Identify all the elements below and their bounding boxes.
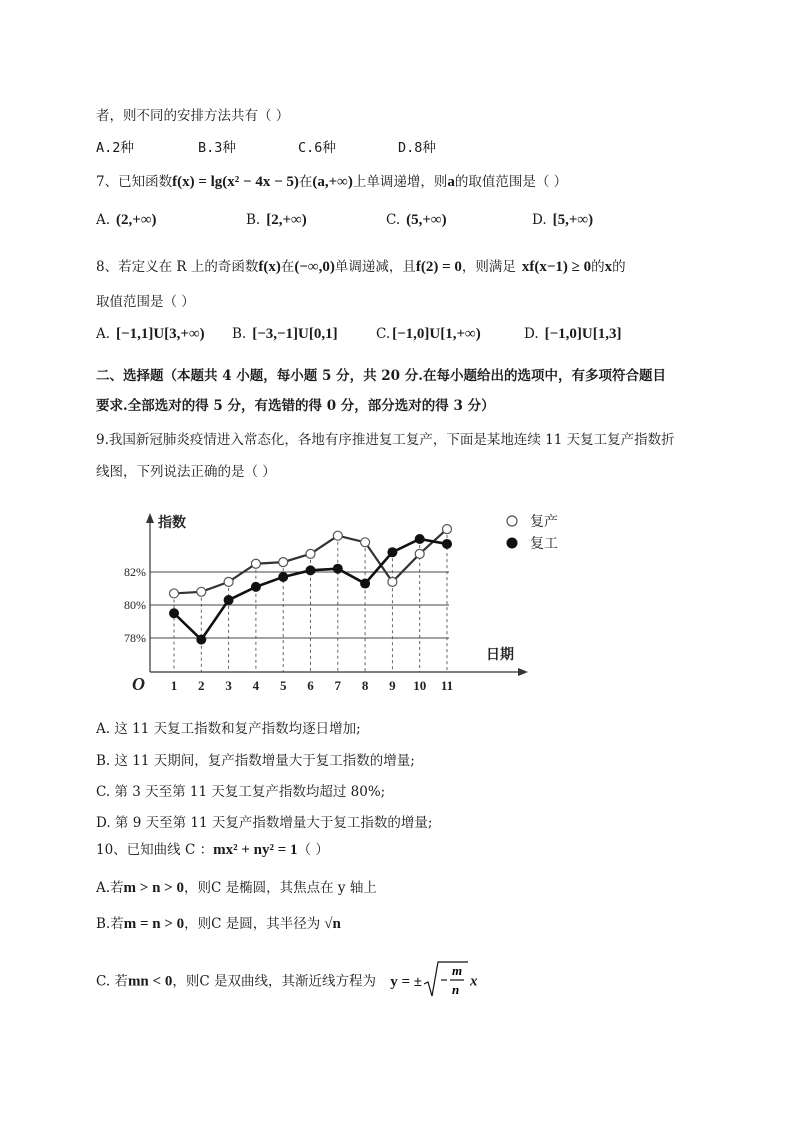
data-point-work [169,608,179,618]
q7-stem: 7、已知函数f(x) = lg(x² − 4x − 5)在(a,+∞)上单调递增，则a的取值范围是（ ） [96,174,568,190]
svg-text:m: m [452,963,463,978]
data-point-work [224,595,234,605]
y-tick-label: 80% [124,598,146,612]
q7-function: f(x) = lg(x² − 4x − 5) [172,174,299,190]
data-point-production [306,549,315,558]
q8-stem-line2: 取值范围是（ ） [96,294,195,310]
q10-stem: 10、已知曲线 C ：mx² + ny² = 1（ ） [96,842,329,858]
x-axis-arrow-icon [518,668,528,676]
q6-stem-tail: 者，则不同的安排方法共有（ ） [96,108,290,124]
data-point-production [197,587,206,596]
q6-option-a: A.2种 [96,140,134,156]
data-point-production [251,559,260,568]
y-tick-label: 82% [124,565,146,579]
q7-option-d: D. [5,+∞) [532,212,594,228]
legend-label-production: 复产 [530,514,558,530]
q10-option-c: C. 若mn < 0，则C 是双曲线，其渐近线方程为 y = ± m n x [96,962,478,1002]
section2-heading-line2: 要求.全部选对的得 5 分，有选错的得 0 分，部分选对的得 3 分） [96,398,495,414]
x-tick-label: 10 [413,678,427,693]
q10-equation: mx² + ny² = 1 [213,842,298,858]
x-tick-label: 6 [307,678,314,693]
data-point-work [442,539,452,549]
x-tick-label: 4 [252,678,260,693]
section2-heading-line1: 二、选择题（本题共 4 小题，每小题 5 分，共 20 分.在每小题给出的选项中，有多项符合题目 [96,368,666,384]
data-point-work [387,547,397,557]
data-point-production [415,549,424,558]
data-point-production [279,558,288,567]
q8-option-a: A. [−1,1]U[3,+∞) [96,326,205,342]
data-point-work [251,582,261,592]
q10-option-b: B.若m = n > 0，则C 是圆，其半径为 √n [96,916,341,932]
svg-text:n: n [452,982,460,997]
data-point-production [170,589,179,598]
data-point-production [224,577,233,586]
legend-hollow-marker [507,516,517,526]
x-tick-label: 2 [198,678,205,693]
x-tick-label: 8 [361,678,369,693]
data-point-work [278,572,288,582]
q9-option-c: C. 第 3 天至第 11 天复工复产指数均超过 80%; [96,784,386,800]
q8-option-c: C. [−1,0]U[1,+∞) [376,326,481,342]
asymptote-sqrt [422,960,470,1000]
chart-legend [507,513,559,552]
x-axis-label: 日期 [486,648,514,663]
x-tick-label: 5 [279,678,287,693]
q6-option-d: D.8种 [398,140,436,156]
data-point-production [388,577,397,586]
q9-option-d: D. 第 9 天至第 11 天复产指数增量大于复工指数的增量; [96,815,433,831]
data-point-production [443,525,452,534]
q9-option-a: A. 这 11 天复工指数和复产指数均逐日增加; [96,721,361,737]
q9-stem-line1: 9.我国新冠肺炎疫情进入常态化，各地有序推进复工复产，下面是某地连续 11 天复工复产指数折 [96,432,675,448]
q6-option-c: C.6种 [298,140,336,156]
x-tick-label: 9 [389,678,396,693]
legend-filled-marker [507,538,518,549]
data-point-production [333,531,342,540]
data-point-work [196,635,206,645]
q9-option-b: B. 这 11 天期间，复产指数增量大于复工指数的增量; [96,753,415,769]
q8-stem: 8、若定义在 R 上的奇函数f(x)在(−∞,0)单调递减，且f(2) = 0，则满足 xf(x−1) ≥ 0的x的 [96,259,626,275]
q7-option-b: B. [2,+∞) [246,212,307,228]
x-tick-label: 3 [225,678,232,693]
y-tick-label: 78% [124,631,146,645]
data-point-work [360,579,370,589]
q9-stem-line2: 线图，下列说法正确的是（ ） [96,464,276,480]
data-point-work [306,565,316,575]
q7-option-c: C. (5,+∞) [386,212,447,228]
data-point-work [333,564,343,574]
origin-label: O [132,674,145,694]
q10-option-a: A.若m > n > 0，则C 是椭圆，其焦点在 y 轴上 [96,880,377,896]
data-point-work [415,534,425,544]
x-tick-label: 7 [334,678,342,693]
x-tick-label: 1 [170,678,178,693]
index-line-chart [120,505,570,700]
q6-option-b: B.3种 [198,140,236,156]
q8-option-b: B. [−3,−1]U[0,1] [232,326,338,342]
y-axis-label: 指数 [158,516,186,531]
q7-option-a: A. (2,+∞) [96,212,157,228]
data-point-production [361,538,370,547]
legend-label-work: 复工 [530,536,558,552]
y-axis-arrow-icon [146,513,154,523]
q8-option-d: D. [−1,0]U[1,3] [524,326,622,342]
x-tick-label: 11 [440,678,454,693]
